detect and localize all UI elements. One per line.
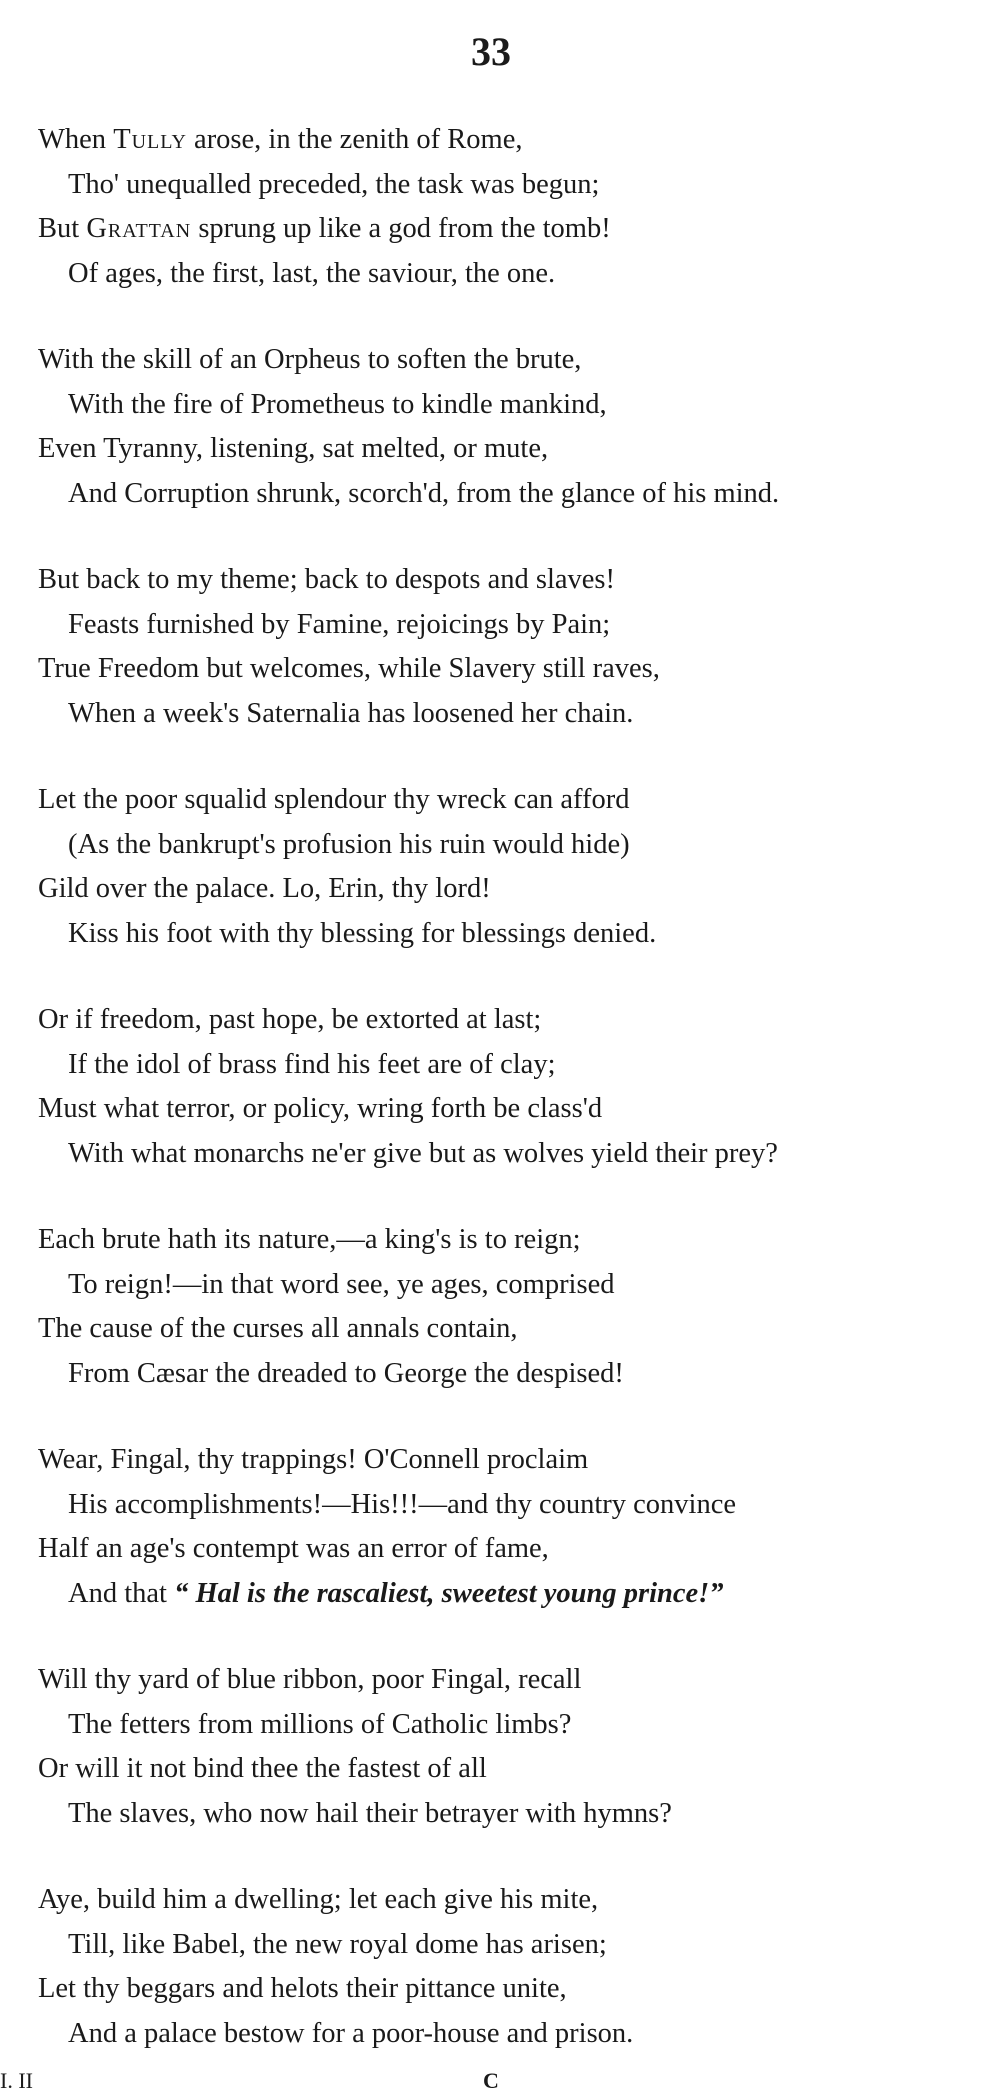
poem-line: Gild over the palace. Lo, Erin, thy lord! [38,873,491,904]
poem-line: And a palace bestow for a poor-house and prison. [68,2017,634,2049]
poem-line: To reign!—in that word see, ye ages, comprised [68,1268,615,1300]
poem-line: Feasts furnished by Famine, rejoicings by Pain; [68,608,611,640]
poem-line: With the fire of Prometheus to kindle mankind, [68,388,607,420]
small-caps-name: Grattan [86,213,192,244]
poem-line [38,207,968,252]
page-footer [0,2068,982,2094]
poem-line: With the skill of an Orpheus to soften the brute, [38,344,582,375]
poem-line: His accomplishments!—His!!!—and thy country convince [68,1488,737,1520]
poem-line: Wear, Fingal, thy trappings! O'Connell proclaim [38,1444,589,1475]
line-text: But [38,213,87,244]
poem-line: Half an age's contempt was an error of fame, [38,1533,549,1564]
page-number: 33 [471,29,511,74]
line-text: sprung up like a god from the tomb! [191,213,611,244]
poem-line [38,118,968,163]
poem-line: Each brute hath its nature,—a king's is to reign; [38,1224,581,1255]
poem-line: Or will it not bind thee the fastest of all [38,1753,487,1784]
stanza [38,998,968,1176]
poem-body [38,118,968,2098]
stanza [38,1878,968,2056]
poem-line: Or if freedom, past hope, be extorted at last; [38,1004,542,1035]
poem-line: The fetters from millions of Catholic limbs? [68,1708,572,1740]
poem-line: The cause of the curses all annals contain, [38,1313,518,1344]
small-caps-name: Tully [113,124,187,155]
stanza [38,558,968,736]
poem-line: Must what terror, or policy, wring forth be class'd [38,1093,603,1124]
line-text: When [38,124,114,155]
stanza [38,1218,968,1396]
poem-line: Kiss his foot with thy blessing for blessings denied. [68,917,657,949]
footer-left-mark: I. II [0,2068,33,2093]
stanza [38,778,968,956]
poem-line: (As the bankrupt's profusion his ruin would hide) [68,828,630,860]
poem-line: Tho' unequalled preceded, the task was begun; [68,168,600,200]
stanza [38,338,968,516]
poem-line: Of ages, the first, last, the saviour, the one. [68,257,556,289]
stanza [38,1658,968,1836]
poem-line: Aye, build him a dwelling; let each give his mite, [38,1884,599,1915]
poem-line: But back to my theme; back to despots and slaves! [38,564,615,595]
poem-line: If the idol of brass find his feet are of clay; [68,1048,556,1080]
line-text: And that [68,1577,175,1609]
poem-line: Will thy yard of blue ribbon, poor Fingal, recall [38,1664,582,1695]
italic-quotation: “ Hal is the rascaliest, sweetest young prince!” [174,1577,724,1609]
poem-line: From Cæsar the dreaded to George the despised! [68,1357,624,1389]
poem-line: When a week's Saternalia has loosened her chain. [68,697,634,729]
poem-line: And Corruption shrunk, scorch'd, from the glance of his mind. [68,477,780,509]
poem-line: True Freedom but welcomes, while Slavery still raves, [38,653,660,684]
stanza [38,118,968,296]
poem-line: The slaves, who now hail their betrayer with hymns? [68,1797,672,1829]
poem-line: Let the poor squalid splendour thy wreck can afford [38,784,630,815]
signature-mark: C [483,2068,499,2093]
poem-line: Even Tyranny, listening, sat melted, or mute, [38,433,549,464]
poem-line: Let thy beggars and helots their pittance unite, [38,1973,567,2004]
stanza [38,1438,968,1616]
line-text: arose, in the zenith of Rome, [186,124,523,155]
poem-line: With what monarchs ne'er give but as wolves yield their prey? [68,1137,778,1169]
poem-line [38,1572,968,1617]
poem-line: Till, like Babel, the new royal dome has arisen; [68,1928,607,1960]
